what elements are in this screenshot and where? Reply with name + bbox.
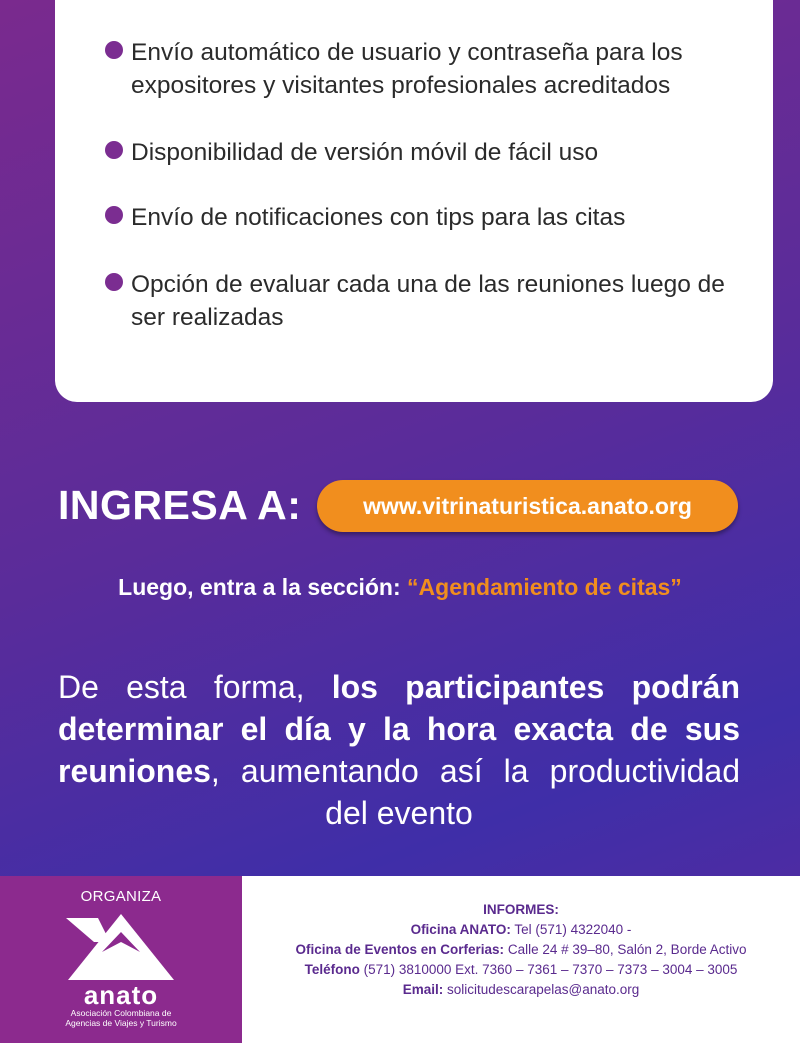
feature-text: Envío automático de usuario y contraseña para los expositores y visitantes profesionales acreditados (131, 39, 683, 99)
feature-item (105, 36, 751, 102)
organizer-panel (0, 876, 242, 1043)
brand-wordmark: anato (83, 980, 159, 1010)
organizer-label: ORGANIZA (80, 888, 162, 905)
subtitle-line: Agencias de Viajes y Turismo (65, 1018, 177, 1028)
section-name: “Agendamiento de citas” (407, 574, 682, 600)
bullet-dot-icon (105, 41, 123, 59)
feature-item (105, 268, 751, 334)
section-instruction (0, 574, 800, 601)
brand-subtitle (0, 1008, 242, 1028)
feature-text: Envío de notificaciones con tips para las citas (131, 204, 626, 231)
office-phone: Tel (571) 4322040 - (510, 922, 632, 937)
events-office-label: Oficina de Eventos en Corferias: (295, 942, 505, 957)
subtitle-line: Asociación Colombiana de (70, 1008, 172, 1018)
bullet-dot-icon (105, 141, 123, 159)
anato-logo-icon (64, 912, 178, 982)
feature-item (105, 136, 751, 169)
para-bold: los participantes podrán determinar el día y la hora exacta de sus reuniones (58, 669, 741, 789)
feature-text: Opción de evaluar cada una de las reuniones luego de ser realizadas (131, 271, 725, 331)
feature-text: Disponibilidad de versión móvil de fácil uso (131, 139, 599, 166)
website-link-button[interactable]: www.vitrinaturistica.anato.org (317, 480, 738, 532)
description-paragraph (58, 666, 740, 834)
contact-panel (242, 876, 800, 1043)
events-office-address: Calle 24 # 39–80, Salón 2, Borde Activo (504, 942, 747, 957)
phone-numbers: (571) 3810000 Ext. 7360 – 7361 – 7370 – 7373 – 3004 – 3005 (359, 962, 738, 977)
office-label: Oficina ANATO: (410, 922, 511, 937)
section-prefix: Luego, entra a la sección: (118, 574, 401, 600)
cta-label: INGRESA A: (58, 482, 302, 528)
email-address[interactable]: solicitudescarapelas@anato.org (443, 982, 640, 997)
informes-heading: INFORMES: (483, 902, 559, 917)
bullet-dot-icon (105, 273, 123, 291)
email-label: Email: (402, 982, 444, 997)
phone-label: Teléfono (304, 962, 360, 977)
bullet-dot-icon (105, 206, 123, 224)
feature-item (105, 201, 751, 234)
contact-info (242, 900, 800, 1000)
para-part1: De esta forma, (58, 669, 332, 705)
para-part2: , aumentando así la productividad del evento (210, 753, 740, 831)
